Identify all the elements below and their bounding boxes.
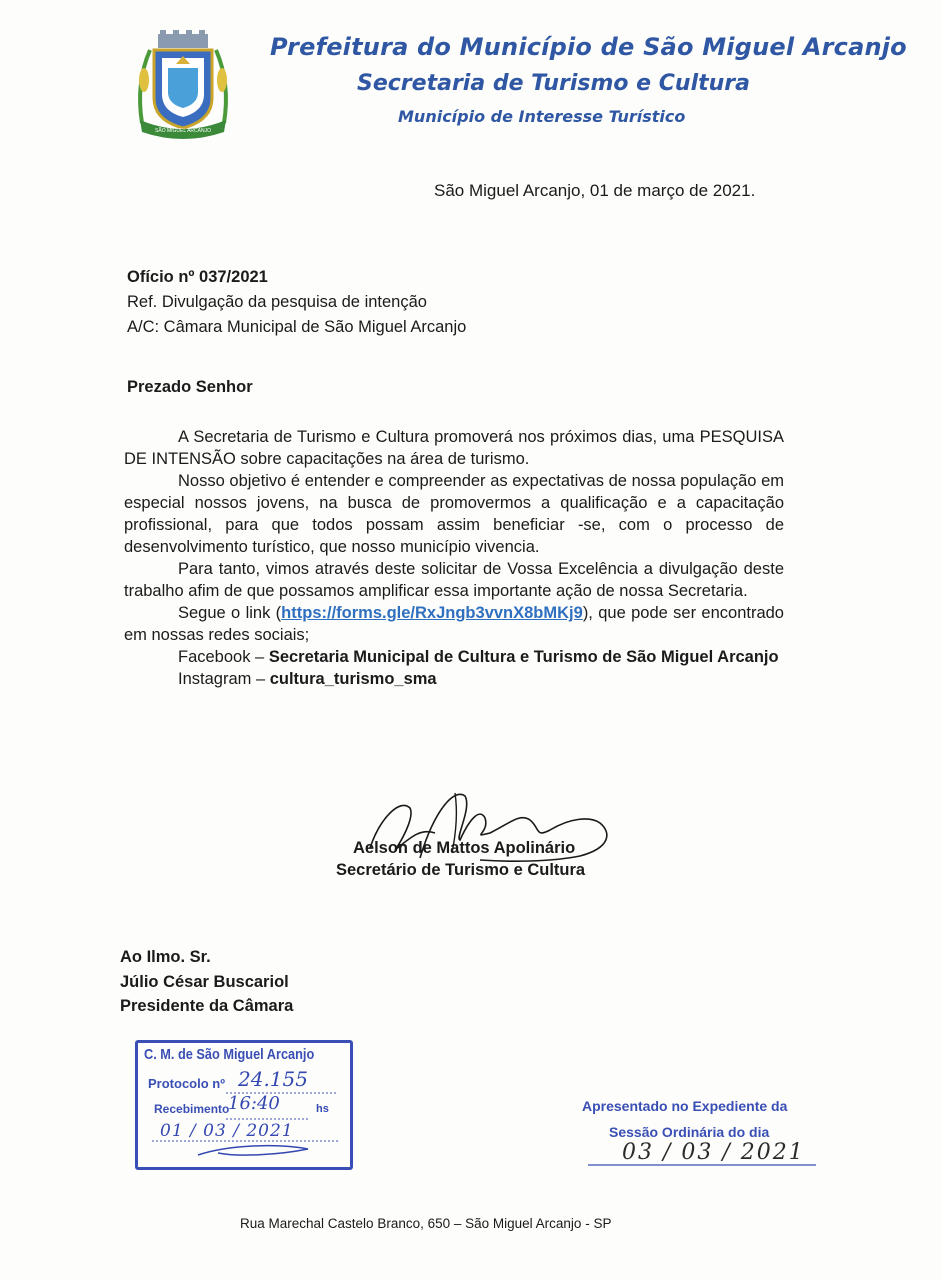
paragraph-2: Nosso objetivo é entender e compreender as expectativas de nossa população em especial nossos jovens, na busca de promovermos a qualificação e a capacitação profissional, para que todos possam assim beneficiar -se, com o processo de desenvolvimento turístico, que nosso município vivencia. <box>124 472 784 556</box>
reference-line: Ref. Divulgação da pesquisa de intenção <box>127 293 427 311</box>
addressee-salutation: Ao Ilmo. Sr. <box>120 948 211 966</box>
survey-link[interactable]: https://forms.gle/RxJngb3vvnX8bMKj9 <box>281 604 583 622</box>
facebook-line <box>124 646 784 668</box>
stamp-recebimento-value: 16:40 <box>228 1093 280 1114</box>
municipal-crest-logo <box>128 28 238 140</box>
expediente-stamp-line1: Apresentado no Expediente da <box>582 1098 788 1114</box>
link-intro: Segue o link ( <box>178 604 282 622</box>
stamp-title: C. M. de São Miguel Arcanjo <box>144 1046 315 1063</box>
oficio-number: Ofício nº 037/2021 <box>127 268 268 286</box>
addressee-title: Presidente da Câmara <box>120 997 294 1015</box>
signatory-name: Aelson de Mattos Apolinário <box>353 839 576 857</box>
paragraph-4 <box>124 602 784 646</box>
stamp-recebimento-label: Recebimento <box>154 1102 230 1116</box>
letter-body <box>124 426 784 690</box>
paragraph-1: A Secretaria de Turismo e Cultura promoverá nos próximos dias, uma PESQUISA DE INTENSÃO sobre capacitações na área de turismo. <box>124 428 784 468</box>
stamp-hs-label: hs <box>316 1103 329 1115</box>
header-subtitle: Município de Interesse Turístico <box>398 107 686 126</box>
expediente-stamp-date: 03 / 03 / 2021 <box>622 1140 805 1165</box>
expediente-stamp-line2: Sessão Ordinária do dia <box>609 1124 770 1140</box>
facebook-value: Secretaria Municipal de Cultura e Turismo de São Miguel Arcanjo <box>268 648 779 666</box>
stamp-protocolo-label: Protocolo nº <box>148 1076 225 1091</box>
link-outro: ), que pode ser encontrado em nossas redes sociais; <box>124 604 784 644</box>
crest-banner-text: SÃO MIGUEL ARCANJO <box>155 128 211 134</box>
addressee-name: Júlio César Buscariol <box>120 973 289 991</box>
expediente-date-underline <box>588 1162 818 1168</box>
instagram-line <box>124 668 784 690</box>
stamp-lines <box>138 1043 344 1161</box>
greeting: Prezado Senhor <box>127 378 253 396</box>
header-municipality: Prefeitura do Município de São Miguel Arcanjo <box>270 33 907 61</box>
footer-address: Rua Marechal Castelo Branco, 650 – São Miguel Arcanjo - SP <box>240 1216 612 1231</box>
stamp-date-value: 01 / 03 / 2021 <box>160 1121 294 1141</box>
instagram-label: Instagram – <box>178 670 270 688</box>
attention-line: A/C: Câmara Municipal de São Miguel Arcanjo <box>127 318 467 336</box>
header-secretariat: Secretaria de Turismo e Cultura <box>357 71 750 96</box>
stamp-protocolo-value: 24.155 <box>238 1067 308 1091</box>
signatory-role: Secretário de Turismo e Cultura <box>336 861 586 879</box>
protocol-stamp <box>135 1040 353 1170</box>
instagram-value: cultura_turismo_sma <box>269 670 437 688</box>
facebook-label: Facebook – <box>178 648 269 666</box>
paragraph-3: Para tanto, vimos através deste solicitar de Vossa Excelência a divulgação deste trabalho afim de que possamos amplificar essa importante ação de nossa Secretaria. <box>124 560 784 600</box>
letter-date: São Miguel Arcanjo, 01 de março de 2021. <box>434 181 756 200</box>
